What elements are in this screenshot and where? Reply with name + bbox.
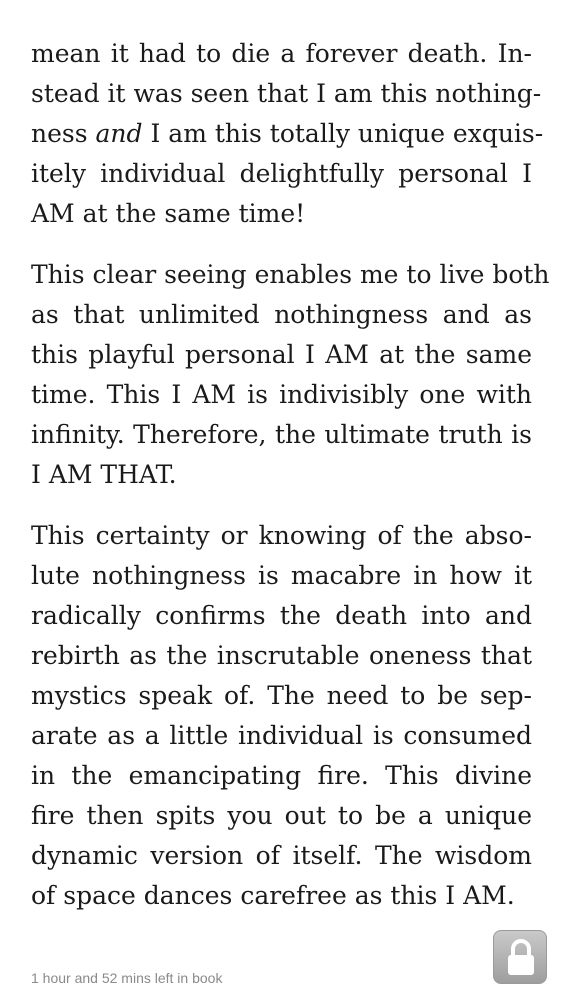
text-line: in the emancipating fire. This divine: [31, 761, 532, 790]
book-page-text: [31, 34, 550, 937]
rotation-lock-button[interactable]: [493, 930, 547, 984]
text-line: stead it was seen that I am this nothing-: [31, 79, 542, 108]
text-line: itely individual delightfully personal I: [31, 159, 532, 188]
text-line: dynamic version of itself. The wisdom: [31, 841, 532, 870]
text-line: AM at the same time!: [31, 199, 306, 228]
text-line: infinity. Therefore, the ultimate truth is: [31, 420, 532, 449]
text-line: This clear seeing enables me to live both: [31, 260, 550, 289]
text-line: mean it had to die a forever death. In-: [31, 39, 532, 68]
text-segment: I am this totally unique exquis-: [142, 119, 544, 148]
text-line: as that unlimited nothingness and as: [31, 300, 532, 329]
text-line: lute nothingness is macabre in how it: [31, 561, 532, 590]
text-line: rebirth as the inscrutable oneness that: [31, 641, 532, 670]
paragraph-1: [31, 34, 544, 234]
lock-icon: [505, 938, 537, 978]
paragraph-2: [31, 255, 550, 495]
italic-emphasis: and: [95, 119, 143, 148]
text-line: This certainty or knowing of the abso-: [31, 521, 532, 550]
text-line: radically confirms the death into and: [31, 601, 532, 630]
text-line: [31, 114, 544, 154]
text-line: mystics speak of. The need to be sep-: [31, 681, 532, 710]
text-line: arate as a little individual is consumed: [31, 721, 532, 750]
text-line: this playful personal I AM at the same: [31, 340, 532, 369]
text-line: fire then spits you out to be a unique: [31, 801, 532, 830]
text-line: of space dances carefree as this I AM.: [31, 881, 515, 910]
text-line: time. This I AM is indivisibly one with: [31, 380, 532, 409]
text-line: I AM THAT.: [31, 460, 177, 489]
time-left-label: 1 hour and 52 mins left in book: [31, 970, 223, 986]
text-segment: ness: [31, 119, 96, 148]
paragraph-3: [31, 516, 532, 916]
